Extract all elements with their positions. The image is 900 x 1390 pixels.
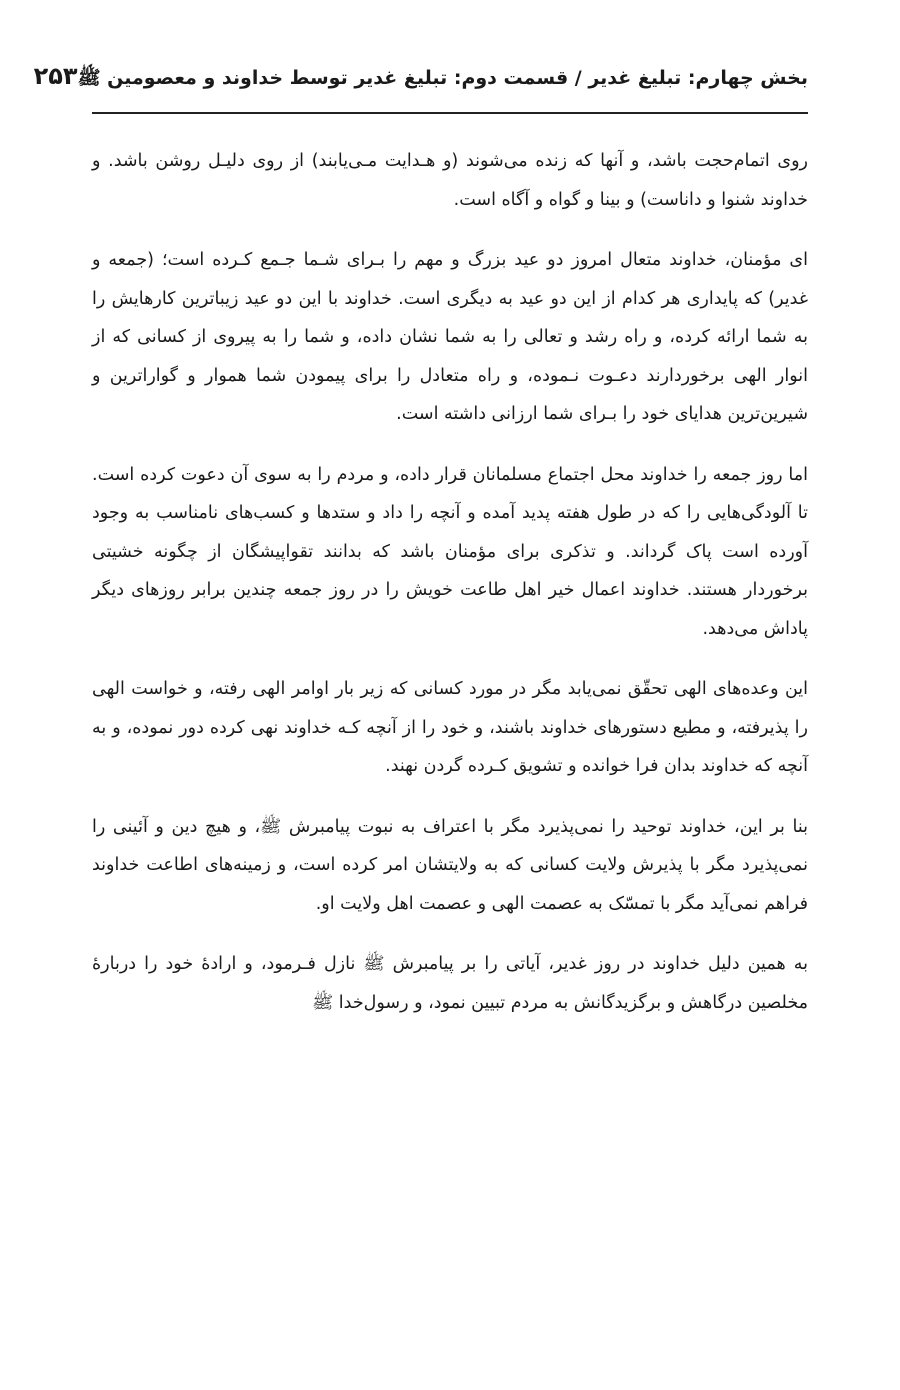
paragraph: به همین دلیل خداوند در روز غدیر، آیاتی را بر پیامبرش ﷺ نازل فـرمود، و ارادۀ خود را دربارۀ مخلصین درگاهش و برگزیدگانش به مردم تبیین نمود، و رسول‌خدا ﷺ: [92, 954, 808, 1013]
paragraph: اما روز جمعه را خداوند محل اجتماع مسلمانان قرار داده، و مردم را به سوی آن دعوت کرده است. تا آلودگی‌هایی را که در طول هفته پدید آمده و آنچه را داد و ستدها و کسب‌های نامناسب به وجود آورده است پاک گرداند. و تذکری برای مؤمنان باشد که بدانند تقواپیشگان از چگونه خشیتی برخوردار هستند. خداوند اعمال خیر اهل طاعت خویش را در روز جمعه چندین برابر روزهای دیگر پاداش می‌دهد.: [92, 464, 808, 639]
paragraph: روی اتمام‌حجت باشد، و آنها که زنده می‌شوند (و هـدایت مـی‌یابند) از روی دلیـل روشن باشد. و خداوند شنوا و داناست) و بینا و گواه و آگاه است.: [92, 151, 808, 210]
paragraph: ای مؤمنان، خداوند متعال امروز دو عید بزرگ و مهم را بـرای شـما جـمع کـرده است؛ (جمعه و غدیر) که پایداری هر کدام از این دو عید به دیگری است. خداوند با این دو عید زیباترین کارهایش را به شما ارائه کرده، و راه رشد و تعالی را به شما نشان داده، و شما را به پیروی از کسانی که از انوار الهی برخوردارند دعـوت نـموده، و راه متعادل را برای پیمودن شما هموار و گواراترین و شیرین‌ترین هدایای خود را بـرای شما ارزانی داشته است.: [92, 250, 808, 424]
paragraph: این وعده‌های الهی تحقّق نمی‌یابد مگر در مورد کسانی که زیر بار اوامر الهی رفته، و خواست الهی را پذیرفته، و مطیع دستورهای خداوند باشند، و خود را از آنچه کـه خداوند نهی کرده دور نموده، و به آنچه که خداوند بدان فرا خوانده و تشویق کـرده گردن نهند.: [92, 679, 808, 776]
book-page: [33, 62, 808, 1044]
running-title: بخش چهارم: تبلیغ غدیر / قسمت دوم: تبلیغ غدیر توسط خداوند و معصومین ﷺ: [77, 67, 808, 89]
page-number: ۲۵۳: [33, 62, 78, 90]
page-body: [92, 142, 808, 1022]
paragraph: بنا بر این، خداوند توحید را نمی‌پذیرد مگر با اعتراف به نبوت پیامبرش ﷺ، و هیچ دین و آئینی را نمی‌پذیرد مگر با پذیرش ولایت کسانی که به ولایتشان امر کرده است، و زمینه‌های اطاعت خداوند فراهم نمی‌آید مگر با تمسّک به عصمت الهی و عصمت اهل ولایت او.: [92, 816, 808, 914]
page-header: [33, 62, 808, 114]
